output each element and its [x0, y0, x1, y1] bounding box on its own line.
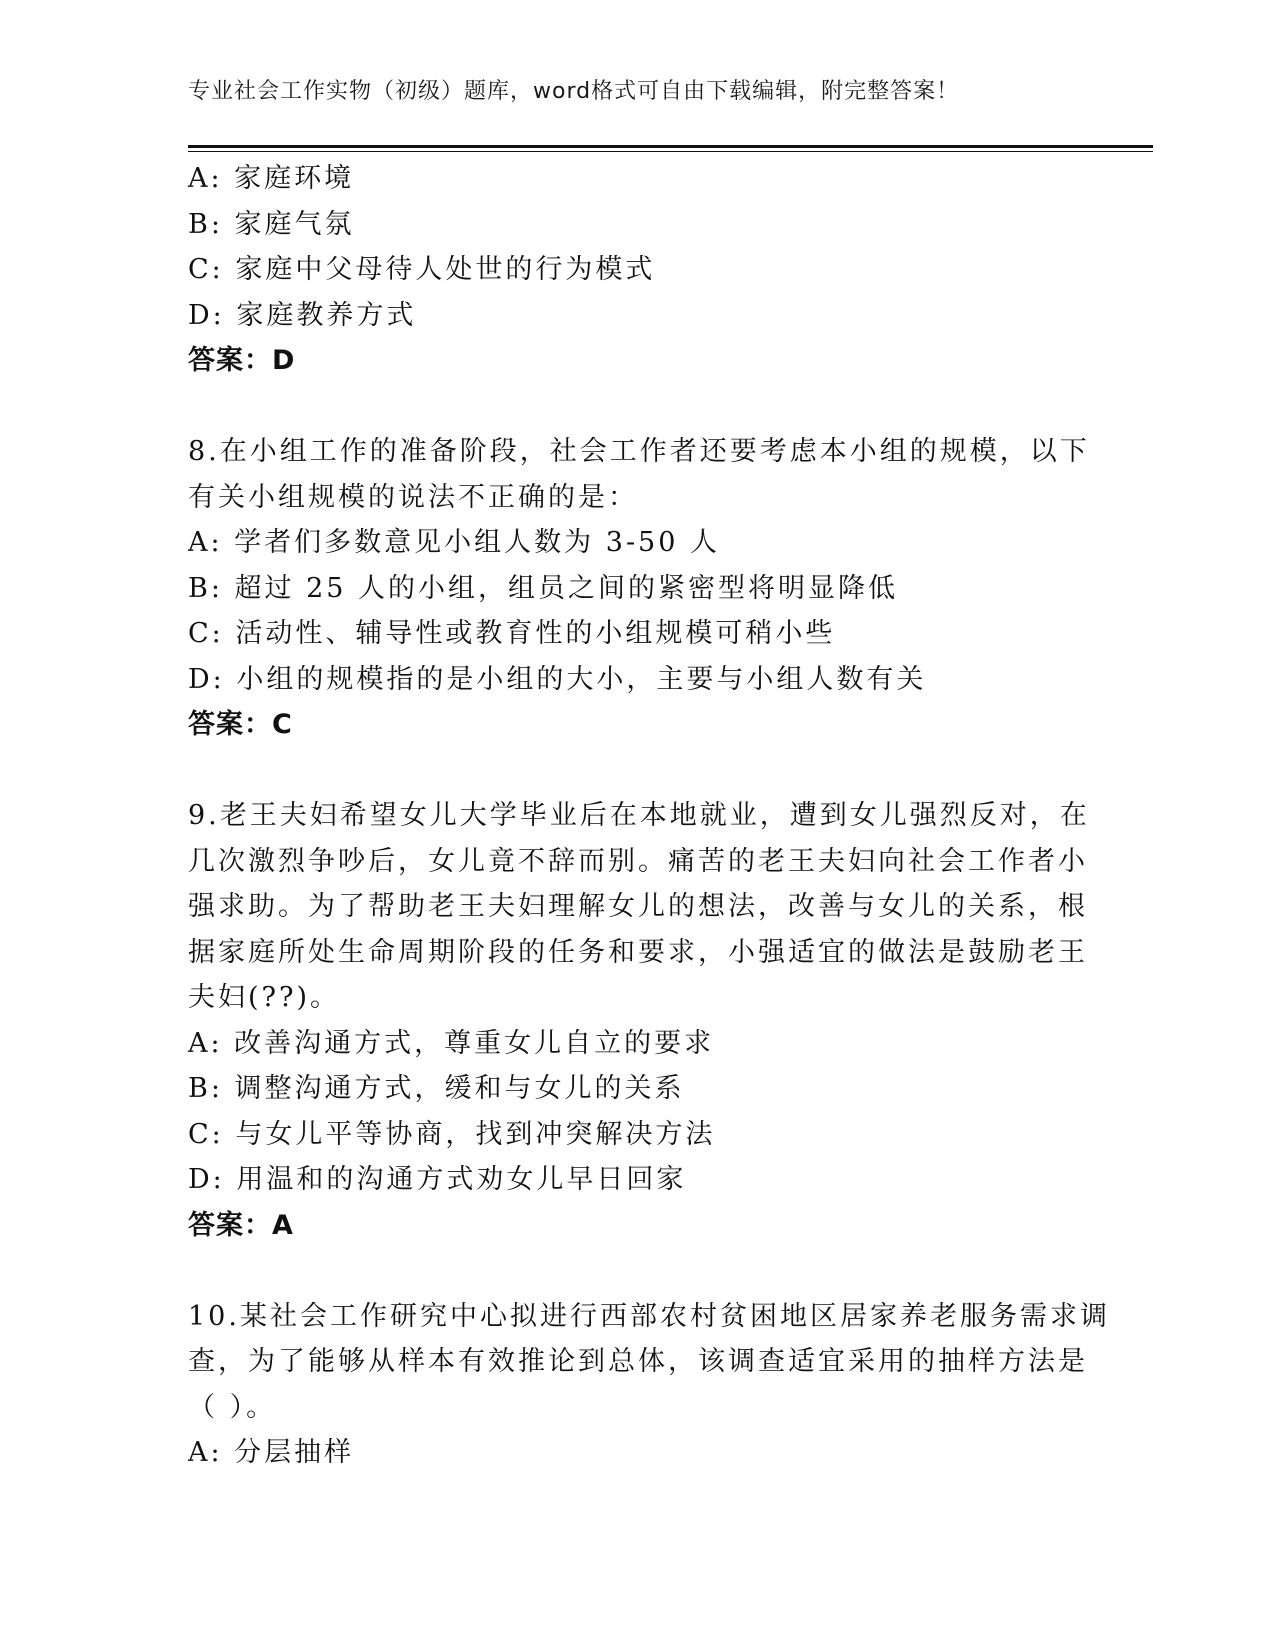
header-divider-thin	[188, 151, 1153, 152]
option-b: B: 调整沟通方式，缓和与女儿的关系	[188, 1073, 685, 1104]
question-stem-line: 据家庭所处生命周期阶段的任务和要求，小强适宜的做法是鼓励老王	[188, 936, 1088, 968]
question-stem-line: 几次激烈争吵后，女儿竟不辞而别。痛苦的老王夫妇向社会工作者小	[188, 845, 1088, 877]
question-stem-line: （ ）。	[188, 1391, 277, 1423]
question-content	[188, 156, 1110, 1476]
option-a: A: 学者们多数意见小组人数为 3-50 人	[188, 527, 720, 558]
question-stem-line: 有关小组规模的说法不正确的是：	[188, 481, 638, 513]
question-7	[188, 156, 1088, 384]
header-divider-thick	[188, 145, 1153, 148]
option-a: A: 分层抽样	[188, 1437, 355, 1468]
spacer	[188, 384, 1088, 430]
question-stem-line: 强求助。为了帮助老王夫妇理解女儿的想法，改善与女儿的关系，根	[188, 891, 1088, 922]
option-c: C: 家庭中父母待人处世的行为模式	[188, 254, 656, 285]
option-d: D: 小组的规模指的是小组的大小，主要与小组人数有关	[188, 663, 927, 695]
page-header: 专业社会工作实物（初级）题库，word格式可自由下载编辑，附完整答案！	[188, 79, 960, 104]
question-10	[188, 1294, 1110, 1476]
spacer	[188, 748, 1088, 794]
question-stem-line: 夫妇(??)。	[188, 982, 341, 1013]
question-stem-line: 10.某社会工作研究中心拟进行西部农村贫困地区居家养老服务需求调	[188, 1300, 1110, 1332]
spacer	[188, 1248, 1088, 1294]
option-c: C: 与女儿平等协商，找到冲突解决方法	[188, 1118, 716, 1150]
question-9	[188, 793, 1088, 1248]
option-a: A: 改善沟通方式，尊重女儿自立的要求	[188, 1027, 715, 1059]
answer-line: 答案：D	[188, 345, 296, 376]
option-d: D: 家庭教养方式	[188, 299, 417, 331]
question-stem-line: 9.老王夫妇希望女儿大学毕业后在本地就业，遭到女儿强烈反对，在	[188, 800, 1090, 831]
option-c: C: 活动性、辅导性或教育性的小组规模可稍小些	[188, 618, 836, 649]
option-a: A: 家庭环境	[188, 163, 355, 194]
option-b: B: 超过 25 人的小组，组员之间的紧密型将明显降低	[188, 572, 899, 604]
option-b: B: 家庭气氛	[188, 208, 355, 240]
question-8	[188, 429, 1088, 748]
answer-line: 答案：C	[188, 709, 293, 740]
question-stem-line: 查，为了能够从样本有效推论到总体，该调查适宜采用的抽样方法是	[188, 1346, 1088, 1377]
answer-line: 答案：A	[188, 1209, 294, 1241]
option-d: D: 用温和的沟通方式劝女儿早日回家	[188, 1164, 687, 1195]
question-stem-line: 8.在小组工作的准备阶段，社会工作者还要考虑本小组的规模，以下	[188, 436, 1090, 467]
